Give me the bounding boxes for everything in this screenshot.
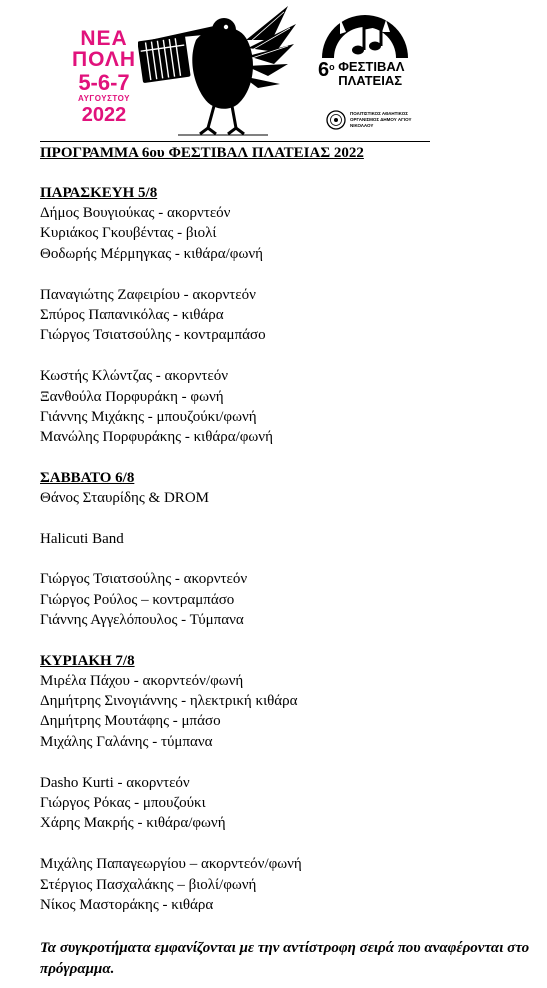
lineup-entry: Χάρης Μακρής - κιθάρα/φωνή <box>40 815 226 832</box>
day-heading-saturday: ΣΑΒΒΑΤΟ 6/8 <box>40 469 135 486</box>
festival-month: ΑΥΓΟΥΣΤΟΥ <box>78 94 130 103</box>
lineup-entry: Νίκος Μαστοράκης - κιθάρα <box>40 897 214 914</box>
lineup-entry: Στέργιος Πασχαλάκης – βιολί/φωνή <box>40 876 257 893</box>
lineup-entry: Γιώργος Ρούλος – κοντραμπάσο <box>40 591 235 608</box>
lineup-entry: Δημήτρης Σινογιάννης - ηλεκτρική κιθάρα <box>40 693 298 710</box>
lineup-entry: Κωστής Κλώντζας - ακορντεόν <box>40 368 229 385</box>
lineup-entry: Μιχάλης Παπαγεωργίου – ακορντεόν/φωνή <box>40 856 302 873</box>
nea-poli-logo <box>64 28 144 126</box>
festival-number-suffix: ο <box>329 62 335 72</box>
festival-year: 2022 <box>81 104 127 126</box>
lineup-entry: Παναγιώτης Ζαφειρίου - ακορντεόν <box>40 286 256 303</box>
lineup-entry: Halicuti Band <box>40 530 124 547</box>
festival-title-logo <box>318 60 418 88</box>
city-line1: ΝΕΑ <box>80 27 128 50</box>
lineup-entry: Μιρέλα Πάχου - ακορντεόν/φωνή <box>40 672 244 689</box>
lineup-entry: Κυριάκος Γκουβέντας - βιολί <box>40 225 217 242</box>
lineup-entry: Γιώργος Ρόκας - μπουζούκι <box>40 795 206 812</box>
festival-platform-logo-icon <box>320 6 410 61</box>
lineup-entry: Θοδωρής Μέρμηγκας - κιθάρα/φωνή <box>40 245 263 262</box>
program-title: ΠΡΟΓΡΑΜΜΑ 6ου ΦΕΣΤΙΒΑΛ ΠΛΑΤΕΙΑΣ 2022 <box>40 145 364 161</box>
order-note: Τα συγκροτήματα εμφανίζονται με την αντίστροφη σειρά που αναφέρονται στο πρόγραμμα. <box>40 940 530 977</box>
bird-accordion-illustration <box>138 0 298 136</box>
lineup-entry: Γιώργος Τσιατσούλης - ακορντεόν <box>40 571 248 588</box>
day-heading-friday: ΠΑΡΑΣΚΕΥΗ 5/8 <box>40 185 158 201</box>
organization-name: ΠΟΛΙΤΙΣΤΙΚΟΣ ΑΘΛΗΤΙΚΟΣ ΟΡΓΑΝΙΣΜΟΣ ΔΗΜΟΥ ΑΓΙΟΥ ΝΙΚΟΛΑΟΥ <box>350 111 412 128</box>
lineup-entry: Μιχάλης Γαλάνης - τύμπανα <box>40 733 213 750</box>
lineup-entry: Μανώλης Πορφυράκης - κιθάρα/φωνή <box>40 429 273 446</box>
organization-seal-icon <box>326 110 346 130</box>
lineup-entry: Δήμος Βουγιούκας - ακορντεόν <box>40 205 231 221</box>
lineup-entry: Γιάννης Μιχάκης - μπουζούκι/φωνή <box>40 409 257 426</box>
lineup-entry: Γιώργος Τσιατσούλης - κοντραμπάσο <box>40 327 266 344</box>
lineup-entry: Δημήτρης Μουτάφης - μπάσο <box>40 713 221 730</box>
festival-number: 6 <box>318 59 330 81</box>
festival-word2: ΠΛΑΤΕΙΑΣ <box>338 73 403 88</box>
title-divider <box>40 141 430 142</box>
lineup-entry: Σπύρος Παπανικόλας - κιθάρα <box>40 307 224 324</box>
lineup-entry: Θάνος Σταυρίδης & DROM <box>40 489 209 506</box>
lineup-entry: Γιάννης Αγγελόπουλος - Τύμπανα <box>40 612 244 629</box>
day-heading-sunday: ΚΥΡΙΑΚΗ 7/8 <box>40 652 135 669</box>
festival-dates: 5-6-7 <box>78 70 130 95</box>
city-line2: ΠΟΛΗ <box>71 48 137 71</box>
lineup-entry: Ξανθούλα Πορφυράκη - φωνή <box>40 388 224 405</box>
program-document <box>40 143 540 916</box>
festival-word1: ΦΕΣΤΙΒΑΛ <box>338 59 405 74</box>
lineup-entry: Dasho Kurti - ακορντεόν <box>40 774 190 791</box>
festival-header <box>0 0 547 140</box>
